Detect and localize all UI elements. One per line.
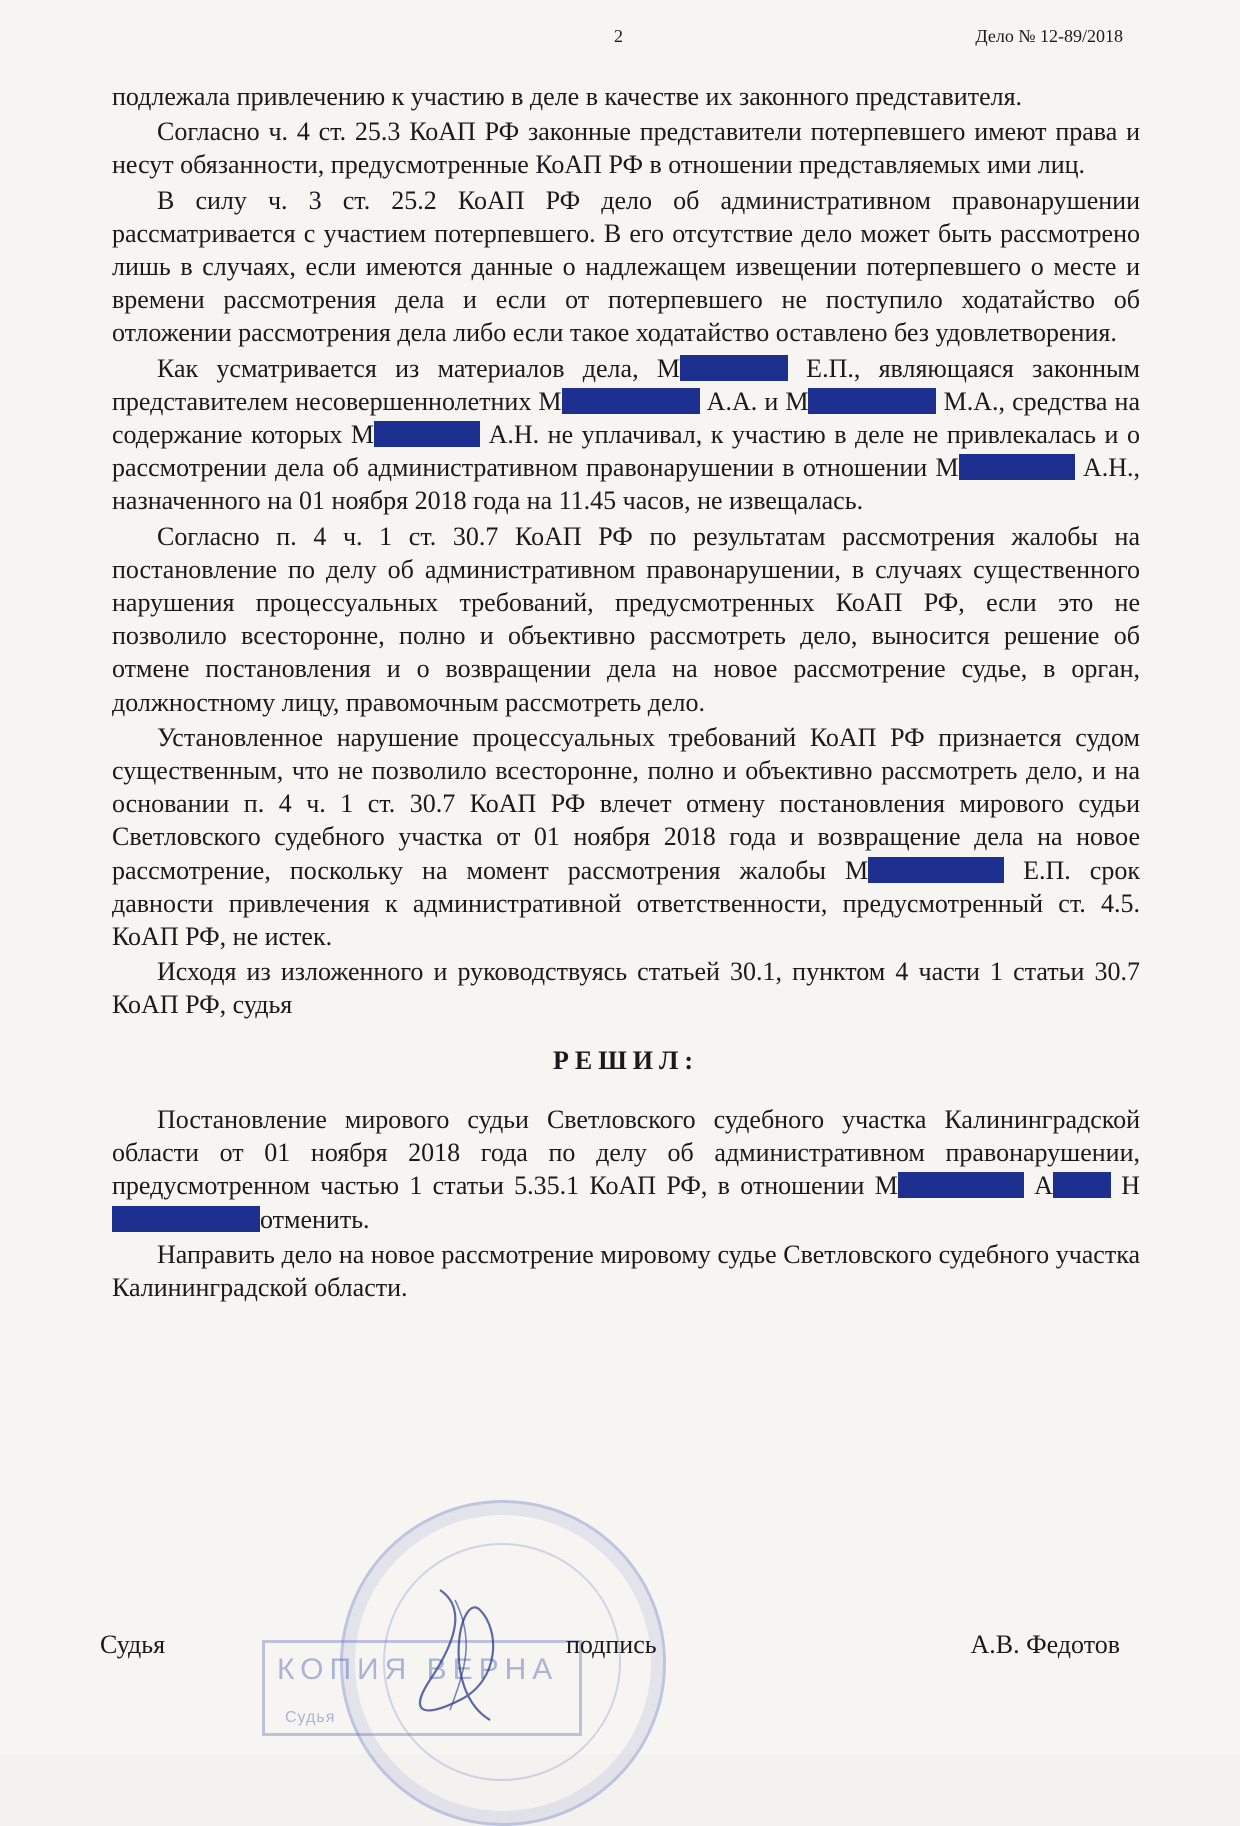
- redaction-block: [374, 421, 480, 447]
- text-segment: А.Н. не уплачивал, к участию в деле не привлекалась и о рассмотрении дела об административном правонарушении в отношении М: [112, 420, 1140, 483]
- paragraph: В силу ч. 3 ст. 25.2 КоАП РФ дело об административном правонарушении рассматривается с участием потерпевшего. В его отсутствие дело может быть рассмотрено лишь в случаях, если имеются данные о надлежащем извещении потерпевшего о месте и времени рассмотрения дела и если от потерпевшего не поступило ходатайство об отложении рассмотрения дела либо если такое ходатайство оставлено без удовлетворения.: [112, 185, 1140, 348]
- paragraph-with-redactions: [112, 1103, 1140, 1236]
- text-segment: Как усматривается из материалов дела, М: [157, 353, 680, 383]
- judge-role-label: Судья: [100, 1630, 166, 1659]
- document-body: [112, 80, 1140, 1306]
- redaction-block: [562, 388, 700, 414]
- copy-stamp-sub: Судья: [285, 1709, 336, 1726]
- copy-stamp-text: КОПИЯ ВЕРНА: [277, 1653, 559, 1686]
- case-number: Дело № 12-89/2018: [975, 26, 1123, 46]
- redaction-block: [680, 355, 788, 381]
- redaction-block: [868, 857, 1004, 883]
- text-segment: А.А. и М: [699, 386, 809, 416]
- text-segment: отменить.: [260, 1204, 370, 1234]
- redaction-block: [959, 454, 1075, 480]
- text-segment: А: [1023, 1171, 1053, 1201]
- paragraph: Согласно п. 4 ч. 1 ст. 30.7 КоАП РФ по результатам рассмотрения жалобы на постановление по делу об административном правонарушении, в случаях существенного нарушения процессуальных требований, предусмотренных КоАП РФ, если это не позволило всесторонне, полно и объективно рассмотреть дело, выносится решение об отмене постановления и о возвращении дела на новое рассмотрение судье, в орган, должностному лицу, правомочным рассмотреть дело.: [112, 521, 1140, 717]
- judge-name: А.В. Федотов: [970, 1630, 1120, 1659]
- text-segment: Н: [1110, 1171, 1140, 1201]
- paragraph: Направить дело на новое рассмотрение мировому судье Светловского судебного участка Калининградской области.: [112, 1239, 1140, 1302]
- paragraph: Исходя из изложенного и руководствуясь статьей 30.1, пунктом 4 части 1 статьи 30.7 КоАП РФ, судья: [112, 957, 1140, 1020]
- text-segment: М.А., средства на содержание которых М: [112, 386, 1140, 450]
- paragraph-with-redactions: [112, 352, 1140, 518]
- redaction-block: [1053, 1172, 1111, 1198]
- paragraph: подлежала привлечению к участию в деле в качестве их законного представителя.: [112, 82, 1023, 111]
- handwritten-signature: [380, 1570, 550, 1740]
- text-segment: А.Н., назначенного на 01 ноября 2018 года на 11.45 часов, не извещалась.: [112, 453, 1140, 516]
- decision-heading: РЕШИЛ:: [552, 1045, 700, 1075]
- paragraph-with-redactions: [112, 721, 1140, 953]
- redaction-block: [808, 388, 936, 414]
- text-segment: Е.П., являющаяся законным представителем несовершеннолетних М: [112, 353, 1140, 416]
- page-number: 2: [614, 26, 623, 46]
- text-segment: Постановление мирового судьи Светловского судебного участка Калининградской области от 01 ноября 2018 года по делу об административном правонарушении, предусмотренном частью 1 статьи 5.35.1 КоАП РФ, в отношении М: [112, 1104, 1140, 1201]
- text-segment: Установленное нарушение процессуальных требований КоАП РФ признается судом существенным, что не позволило всесторонне, полно и объективно рассмотреть дело, и на основании п. 4 ч. 1 ст. 30.7 КоАП РФ влечет отмену постановления мирового судьи Светловского судебного участка от 01 ноября 2018 года и возвращение дела на новое рассмотрение, поскольку на момент рассмотрения жалобы М: [112, 722, 1140, 885]
- signature-label: подпись: [566, 1630, 657, 1659]
- text-segment: Е.П. срок давности привлечения к административной ответственности, предусмотренный ст. 4.5. КоАП РФ, не истек.: [112, 855, 1140, 952]
- redaction-block: [898, 1172, 1024, 1198]
- paragraph: Согласно ч. 4 ст. 25.3 КоАП РФ законные представители потерпевшего имеют права и несут обязанности, предусмотренные КоАП РФ в отношении представляемых ими лиц.: [112, 117, 1140, 180]
- redaction-block: [112, 1206, 260, 1232]
